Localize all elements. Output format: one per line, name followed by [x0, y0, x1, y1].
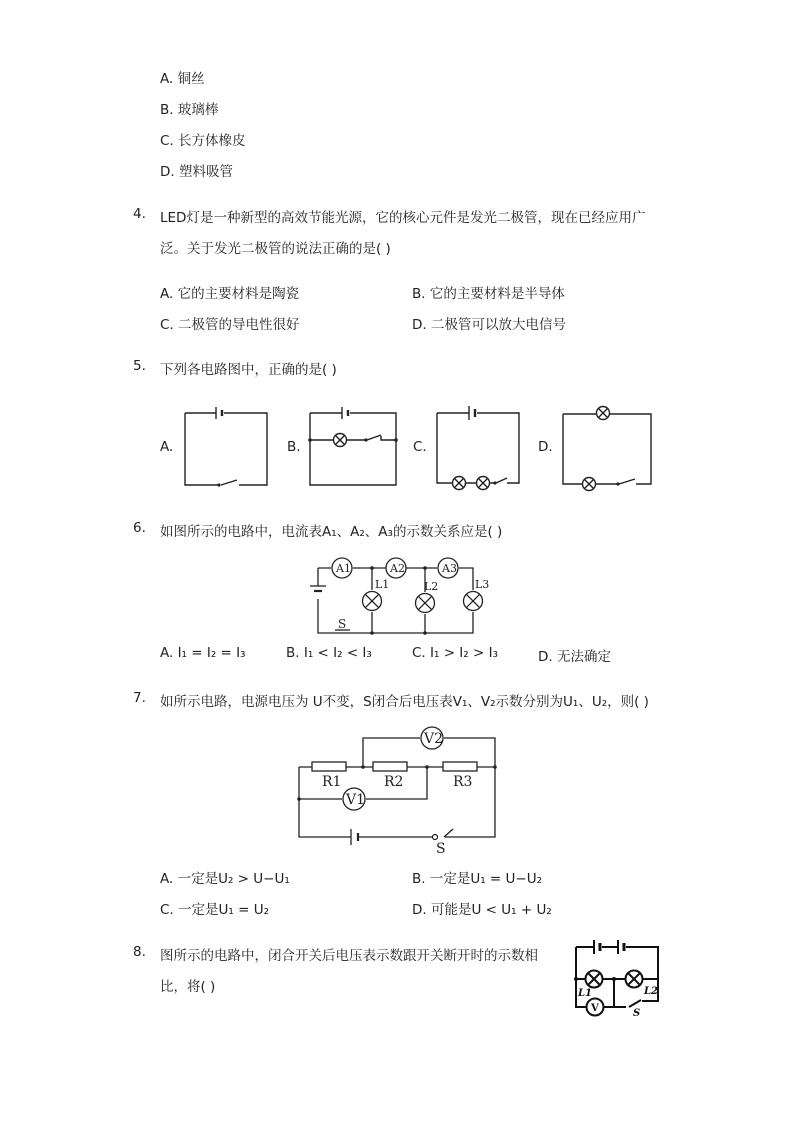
- option-c: C. 一定是U₁ = U₂: [160, 902, 269, 918]
- option-d: D. 无法确定: [538, 649, 611, 665]
- voltmeter-label: V: [591, 1003, 599, 1014]
- lamp-l3-label: L3: [475, 578, 490, 591]
- question-text: 泛。关于发光二极管的说法正确的是( ): [160, 241, 391, 257]
- question-number: 4.: [133, 206, 146, 222]
- option-c: C. I₁ > I₂ > I₃: [412, 645, 498, 661]
- option-c: C. 二极管的导电性很好: [160, 317, 300, 333]
- lamp-l2-label: L2: [644, 986, 658, 997]
- option-b: B. 它的主要材料是半导体: [412, 286, 565, 302]
- circuit-diagram-c: [435, 403, 525, 491]
- option-a: A. 它的主要材料是陶瓷: [160, 286, 300, 302]
- resistor-r1-label: R1: [322, 774, 342, 790]
- circuit-diagram-b: [308, 405, 403, 490]
- option-label-d: D.: [538, 439, 553, 455]
- option-b: B. 一定是U₁ = U−U₂: [412, 871, 543, 887]
- option-d: D. 塑料吸管: [160, 164, 233, 180]
- option-label-b: B.: [287, 439, 301, 455]
- question-text: 如所示电路，电源电压为 U不变，S闭合后电压表V₁、V₂示数分别为U₁、U₂，则( ): [160, 694, 649, 710]
- option-c: C. 长方体橡皮: [160, 133, 246, 149]
- question-number: 7.: [133, 690, 146, 706]
- switch-label: S: [633, 1008, 641, 1019]
- option-d: D. 可能是U < U₁ + U₂: [412, 902, 552, 918]
- option-label-a: A.: [160, 439, 174, 455]
- circuit-diagram-a: [183, 405, 273, 490]
- voltmeter-v2-label: V2: [424, 731, 444, 747]
- question-text: 如图所示的电路中，电流表A₁、A₂、A₃的示数关系应是( ): [160, 524, 503, 540]
- lamp-l1-label: L1: [375, 578, 390, 591]
- ammeter-a3-label: A3: [442, 562, 457, 575]
- question-text: 下列各电路图中，正确的是( ): [160, 362, 337, 378]
- circuit-diagram-d: [561, 404, 656, 492]
- circuit-diagram-q7: [295, 725, 500, 855]
- option-b: B. I₁ < I₂ < I₃: [286, 645, 372, 661]
- question-text: 图所示的电路中，闭合开关后电压表示数跟开关断开时的示数相: [160, 948, 538, 964]
- question-number: 5.: [133, 358, 146, 374]
- ammeter-a1-label: A1: [336, 562, 351, 575]
- circuit-diagram-q6: [300, 555, 505, 640]
- circuit-diagram-q8: [572, 937, 664, 1019]
- option-label-c: C.: [413, 439, 427, 455]
- switch-label: S: [436, 841, 446, 857]
- switch-label: S: [338, 617, 347, 631]
- ammeter-a2-label: A2: [390, 562, 405, 575]
- option-a: A. 一定是U₂ > U−U₁: [160, 871, 290, 887]
- question-text: 比，将( ): [160, 979, 216, 995]
- resistor-r3-label: R3: [453, 774, 473, 790]
- question-text: LED灯是一种新型的高效节能光源，它的核心元件是发光二极管，现在已经应用广: [160, 210, 646, 226]
- option-d: D. 二极管可以放大电信号: [412, 317, 566, 333]
- lamp-l1-label: L1: [578, 988, 592, 999]
- question-number: 6.: [133, 520, 146, 536]
- option-a: A. 铜丝: [160, 71, 205, 87]
- option-b: B. 玻璃棒: [160, 102, 219, 118]
- lamp-l2-label: L2: [424, 580, 439, 593]
- question-number: 8.: [133, 944, 146, 960]
- option-a: A. I₁ = I₂ = I₃: [160, 645, 246, 661]
- voltmeter-v1-label: V1: [346, 792, 366, 808]
- resistor-r2-label: R2: [384, 774, 404, 790]
